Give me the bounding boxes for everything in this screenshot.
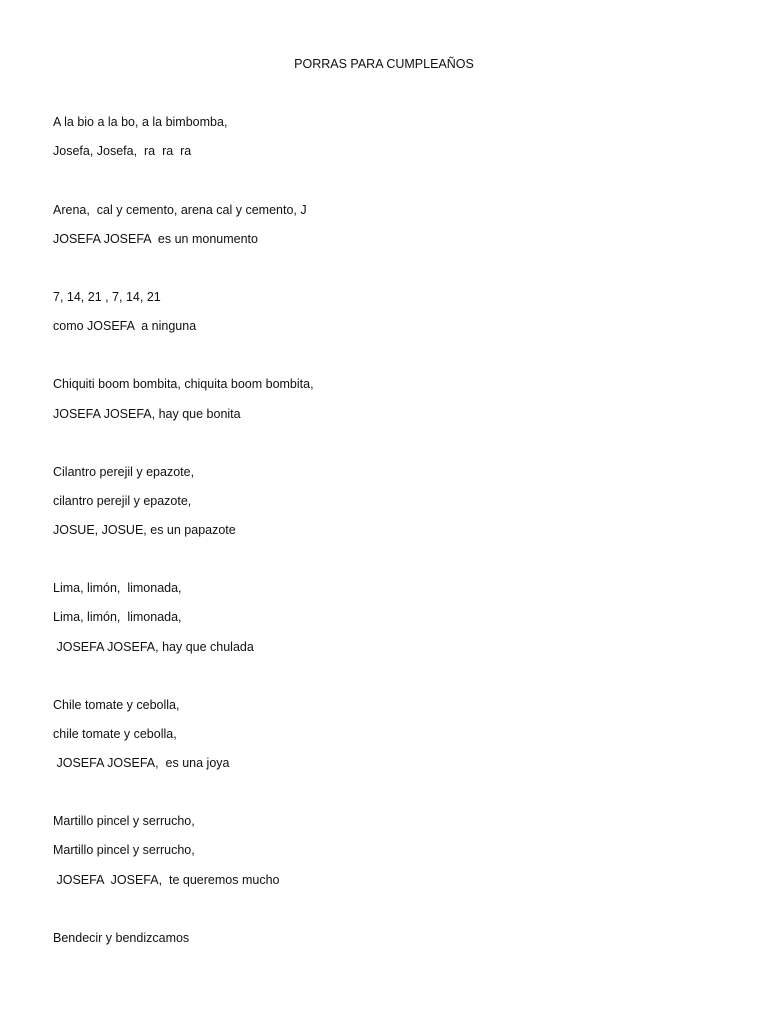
stanza-8-line-2: Martillo pincel y serrucho, xyxy=(53,843,195,857)
stanza-3-line-1: 7, 14, 21 , 7, 14, 21 xyxy=(53,290,161,304)
stanza-1-line-1: A la bio a la bo, a la bimbomba, xyxy=(53,115,228,129)
stanza-1-line-2: Josefa, Josefa, ra ra ra xyxy=(53,144,192,158)
stanza-6-line-3: JOSEFA JOSEFA, hay que chulada xyxy=(53,640,254,654)
stanza-5-line-1: Cilantro perejil y epazote, xyxy=(53,465,195,479)
document-title: PORRAS PARA CUMPLEAÑOS xyxy=(294,57,474,71)
stanza-2-line-2: JOSEFA JOSEFA es un monumento xyxy=(53,232,258,246)
stanza-7-line-2: chile tomate y cebolla, xyxy=(53,727,177,741)
stanza-3-line-2: como JOSEFA a ninguna xyxy=(53,319,197,333)
stanza-6-line-2: Lima, limón, limonada, xyxy=(53,610,182,624)
stanza-9-line-1: Bendecir y bendizcamos xyxy=(53,931,190,945)
stanza-8-line-3: JOSEFA JOSEFA, te queremos mucho xyxy=(53,873,280,887)
stanza-7-line-3: JOSEFA JOSEFA, es una joya xyxy=(53,756,230,770)
stanza-5-line-3: JOSUE, JOSUE, es un papazote xyxy=(53,523,236,537)
stanza-7-line-1: Chile tomate y cebolla, xyxy=(53,698,180,712)
stanza-4-line-2: JOSEFA JOSEFA, hay que bonita xyxy=(53,407,241,421)
stanza-2-line-1: Arena, cal y cemento, arena cal y cemento, J xyxy=(53,203,307,217)
stanza-8-line-1: Martillo pincel y serrucho, xyxy=(53,814,195,828)
stanza-6-line-1: Lima, limón, limonada, xyxy=(53,581,182,595)
stanza-5-line-2: cilantro perejil y epazote, xyxy=(53,494,192,508)
stanza-4-line-1: Chiquiti boom bombita, chiquita boom bombita, xyxy=(53,377,314,391)
